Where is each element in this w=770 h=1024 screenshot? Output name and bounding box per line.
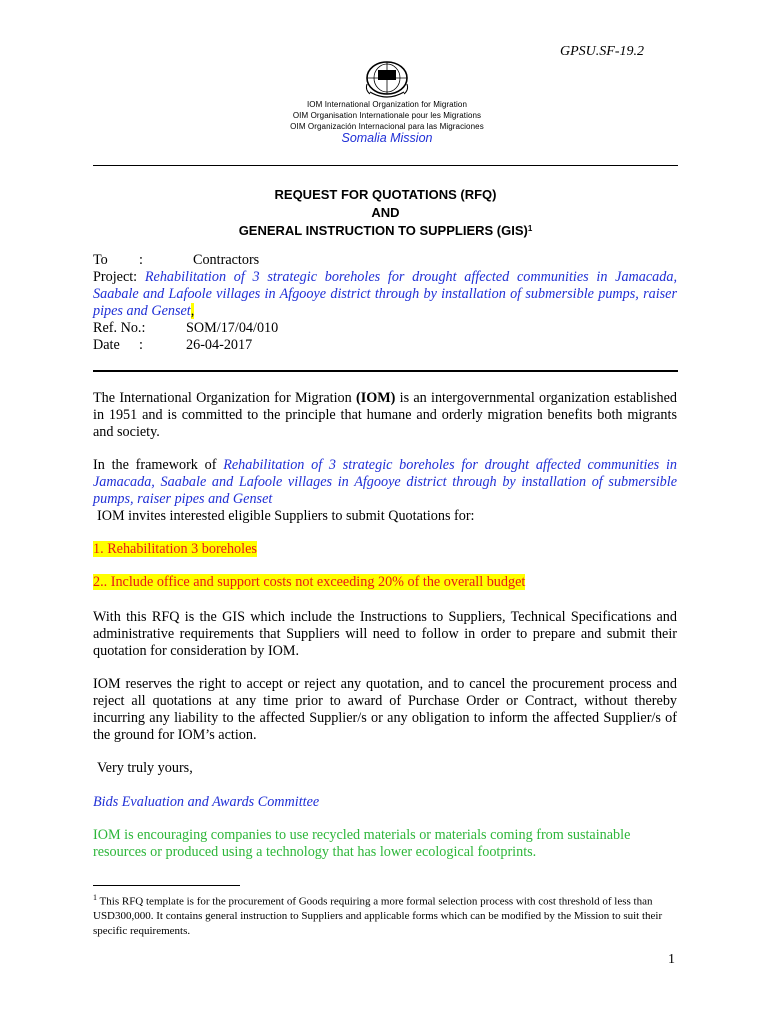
page-number: 1 [668, 952, 675, 967]
project-block [93, 269, 677, 320]
footnote-mark: 1 [93, 893, 97, 902]
invite-line: IOM invites interested eligible Suppliers to submit Quotations for: [97, 508, 475, 524]
ref-label: Ref. No.: [93, 320, 146, 336]
footnote-text: This RFQ template is for the procurement of Goods requiring a more formal selection process with cost threshold of less than USD300,000. It contains general instruction to Suppliers and applicable forms which can be modified by the Mission to suit their specific requirements. [93, 895, 663, 937]
signature-committee: Bids Evaluation and Awards Committee [93, 794, 320, 810]
reserve-paragraph: IOM reserves the right to accept or reject any quotation, and to cancel the procurement process and reject all quotations at any time prior to award of Purchase Order or Contract, without thereby incurring any liability to the affected Supplier/s or any obligation to inform the affected Supplier/s of the ground for IOM’s action. [93, 676, 677, 743]
org-line-en: IOM International Organization for Migration [306, 100, 468, 109]
date-value: 26-04-2017 [186, 337, 253, 353]
to-separator: : [139, 252, 143, 268]
mission-name: Somalia Mission [341, 131, 433, 145]
item-2 [93, 574, 677, 591]
header-divider [93, 165, 678, 166]
title-line-3 [93, 222, 678, 240]
ref-value: SOM/17/04/010 [186, 320, 279, 336]
ref-row [93, 320, 278, 337]
framework-paragraph [93, 457, 677, 508]
date-separator: : [139, 337, 143, 353]
to-row [93, 252, 259, 269]
title-line-1: REQUEST FOR QUOTATIONS (RFQ) [274, 187, 497, 202]
document-reference: GPSU.SF-19.2 [560, 44, 644, 59]
org-line-fr: OIM Organisation Internationale pour les Migrations [292, 111, 482, 120]
intro-paragraph [93, 390, 677, 441]
date-row [93, 337, 252, 354]
document-title [93, 186, 678, 240]
item-2-text: 2.. Include office and support costs not exceeding 20% of the overall budget [93, 574, 526, 590]
iom-logo-icon [364, 60, 410, 100]
intro-text-a: The International Organization for Migration [93, 390, 356, 406]
organization-names [270, 99, 504, 132]
footnote-divider [93, 885, 240, 886]
project-label: Project: [93, 269, 138, 285]
closing-line: Very truly yours, [97, 760, 193, 776]
project-trailing-comma: , [190, 303, 195, 319]
framework-project-title: Rehabilitation of 3 strategic boreholes for drought affected communities in Jamacada, Saabale and Lafoole villages in Afgooye district through by installation of submersible pumps, raiser pipes and Genset [93, 457, 677, 507]
footnote [93, 891, 677, 938]
title-footnote-mark: 1 [527, 224, 533, 233]
org-line-es: OIM Organización Internacional para las Migraciones [290, 122, 484, 131]
header-bottom-divider [93, 370, 678, 372]
item-1 [93, 541, 677, 558]
gis-paragraph: With this RFQ is the GIS which include the Instructions to Suppliers, Technical Specifications and administrative requirements that Suppliers will need to follow in order to prepare and submit their quotation for consideration by IOM. [93, 609, 677, 659]
date-label: Date [93, 337, 120, 353]
to-value: Contractors [193, 252, 260, 268]
framework-text: In the framework of [93, 457, 224, 473]
title-line-3-text: GENERAL INSTRUCTION TO SUPPLIERS (GIS) [238, 223, 528, 238]
title-line-2: AND [371, 205, 400, 220]
project-value: Rehabilitation of 3 strategic boreholes for drought affected communities in Jamacada, Saabale and Lafoole villages in Afgooye district through by installation of submersible pumps, raiser pipes and Genset [93, 269, 677, 319]
item-1-text: 1. Rehabilitation 3 boreholes [93, 541, 257, 557]
intro-iom-bold: (IOM) [355, 390, 396, 406]
to-label: To [93, 252, 108, 268]
intro-text-b: is an intergovernmental organization established in 1951 and is committed to the principle that humane and orderly migration benefits both migrants and society. [93, 390, 677, 440]
eco-statement: IOM is encouraging companies to use recycled materials or materials coming from sustainable resources or produced using a technology that has lower ecological footprints. [93, 827, 631, 860]
